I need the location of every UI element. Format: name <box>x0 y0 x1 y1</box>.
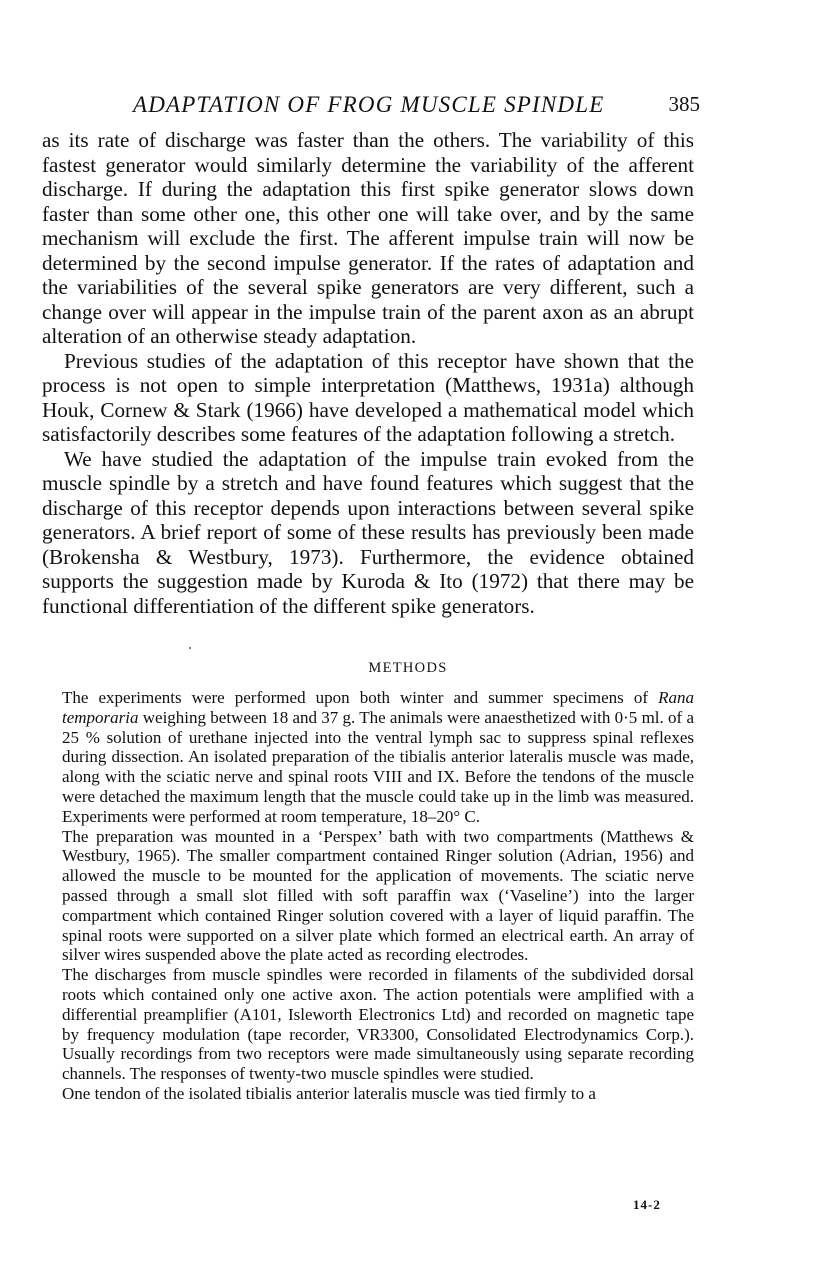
methods-paragraph-4: One tendon of the isolated tibialis anterior lateralis muscle was tied firmly to a <box>62 1083 596 1103</box>
stray-dot <box>189 647 191 649</box>
signature-mark: 14-2 <box>633 1197 661 1212</box>
methods-paragraph-3: The discharges from muscle spindles were recorded in filaments of the subdivided dorsal roots which contained only one active axon. The action potentials were amplified with a differential preamplifier (A101, Isleworth Electronics Ltd) and recorded on magnetic tape by frequency modulation (tape recorder, VR3300, Consolidated Electrodynamics Corp.). Usually recordings from two receptors were made simultaneously using separate recording channels. The responses of twenty-two muscle spindles were studied. <box>62 965 694 1084</box>
methods-p1-rest: weighing between 18 and 37 g. The animals were anaesthetized with 0·5 ml. of a 25 % solution of urethane injected into the ventral lymph sac to suppress spinal reflexes during dissection. An isolated preparation of the tibialis anterior lateralis muscle was made, along with the sciatic nerve and spinal roots VIII and IX. Before the tendons of the muscle were detached the maximum length that the muscle could take up in the limb was measured. Experiments were performed at room temperature, 18–20° C. <box>62 707 694 826</box>
intro-paragraph-2: Previous studies of the adaptation of this receptor have shown that the process is not open to simple interpretation (Matthews, 1931a) although Houk, Cornew & Stark (1966) have developed a mathematical model which satisfactorily describes some features of the adaptation following a stretch. <box>42 348 694 446</box>
species-name: Rana temporaria <box>62 688 695 727</box>
methods-paragraph-2: The preparation was mounted in a ‘Perspex’ bath with two compartments (Matthews & Westbury, 1965). The smaller compartment contained Ringer solution (Adrian, 1956) and allowed the muscle to be mounted for the application of movements. The sciatic nerve passed through a small slot filled with soft paraffin wax (‘Vaseline’) into the larger compartment which contained Ringer solution covered with a layer of liquid paraffin. The spinal roots were supported on a silver plate which formed an electrical earth. An array of silver wires suspended above the plate acted as recording electrodes. <box>62 826 694 965</box>
methods-text <box>62 688 694 1104</box>
page-header <box>45 92 700 122</box>
methods-paragraph-1 <box>62 688 694 827</box>
introduction-text <box>42 128 694 618</box>
intro-paragraph-3: We have studied the adaptation of the impulse train evoked from the muscle spindle by a stretch and have found features which suggest that the discharge of this receptor depends upon interactions between several spike generators. A brief report of some of these results has previously been made (Brokensha & Westbury, 1973). Furthermore, the evidence obtained supports the suggestion made by Kuroda & Ito (1972) that there may be functional differentiation of the different spike generators. <box>42 446 694 618</box>
intro-paragraph-1: as its rate of discharge was faster than the others. The variability of this fastest generator would similarly determine the variability of the afferent discharge. If during the adaptation this first spike generator slows down faster than some other one, this other one will take over, and by the same mechanism will exclude the first. The afferent impulse train will now be determined by the second impulse generator. If the rates of adaptation and the variabilities of the several spike generators are very different, such a change over will appear in the impulse train of the parent axon as an abrupt alteration of an otherwise steady adaptation. <box>42 128 694 348</box>
running-title: ADAPTATION OF FROG MUSCLE SPINDLE <box>133 92 605 117</box>
methods-heading: METHODS <box>368 660 448 676</box>
page-number: 385 <box>668 92 700 116</box>
methods-p1-lead: The experiments were performed upon both winter and summer specimens of <box>62 688 649 707</box>
